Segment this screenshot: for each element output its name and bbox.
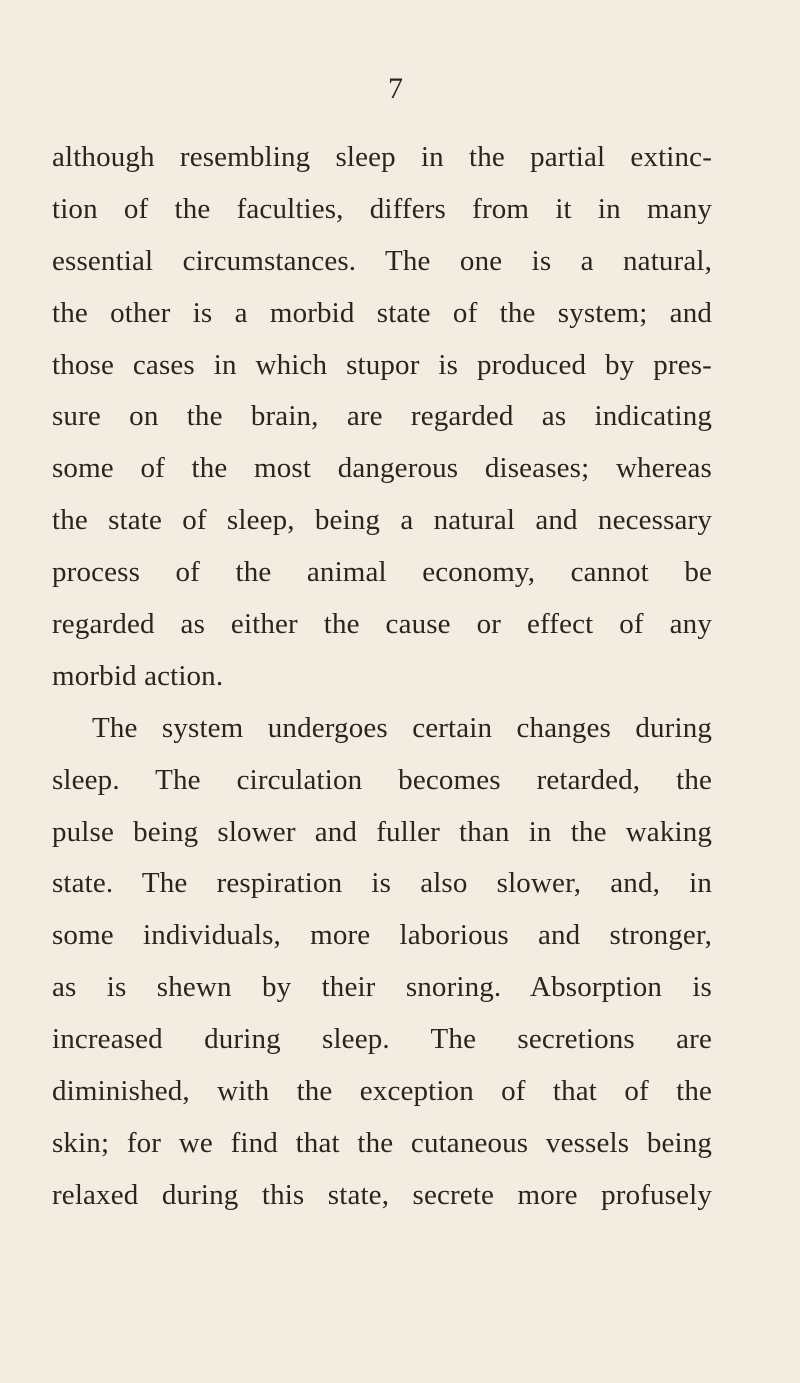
text-line: some of the most dangerous diseases; whereas	[52, 452, 712, 485]
page-number: 7	[388, 72, 403, 105]
text-line: increased during sleep. The secretions are	[52, 1023, 712, 1056]
text-line: tion of the faculties, differs from it in many	[52, 192, 712, 225]
text-line: relaxed during this state, secrete more profusely	[52, 1178, 712, 1211]
text-line: process of the animal economy, cannot be	[52, 556, 712, 589]
text-line: state. The respiration is also slower, and, in	[52, 867, 712, 900]
text-line: skin; for we find that the cutaneous vessels being	[52, 1126, 712, 1159]
text-line: the state of sleep, being a natural and necessary	[52, 504, 712, 537]
text-line: as is shewn by their snoring. Absorption is	[52, 971, 712, 1004]
text-line: the other is a morbid state of the system; and	[52, 296, 712, 329]
text-line: essential circumstances. The one is a natural,	[52, 244, 712, 277]
text-line: The system undergoes certain changes during	[92, 711, 712, 744]
text-line: diminished, with the exception of that of the	[52, 1075, 712, 1108]
text-line: morbid action.	[52, 659, 224, 692]
body-text	[52, 132, 712, 1222]
text-line: regarded as either the cause or effect of any	[52, 608, 712, 641]
text-line: pulse being slower and fuller than in the waking	[52, 815, 712, 848]
text-line: sure on the brain, are regarded as indicating	[52, 400, 712, 433]
text-line: although resembling sleep in the partial extinc-	[52, 141, 712, 173]
text-line: sleep. The circulation becomes retarded, the	[52, 763, 712, 796]
text-line: those cases in which stupor is produced by pres-	[52, 348, 712, 381]
text-line: some individuals, more laborious and stronger,	[52, 919, 712, 952]
